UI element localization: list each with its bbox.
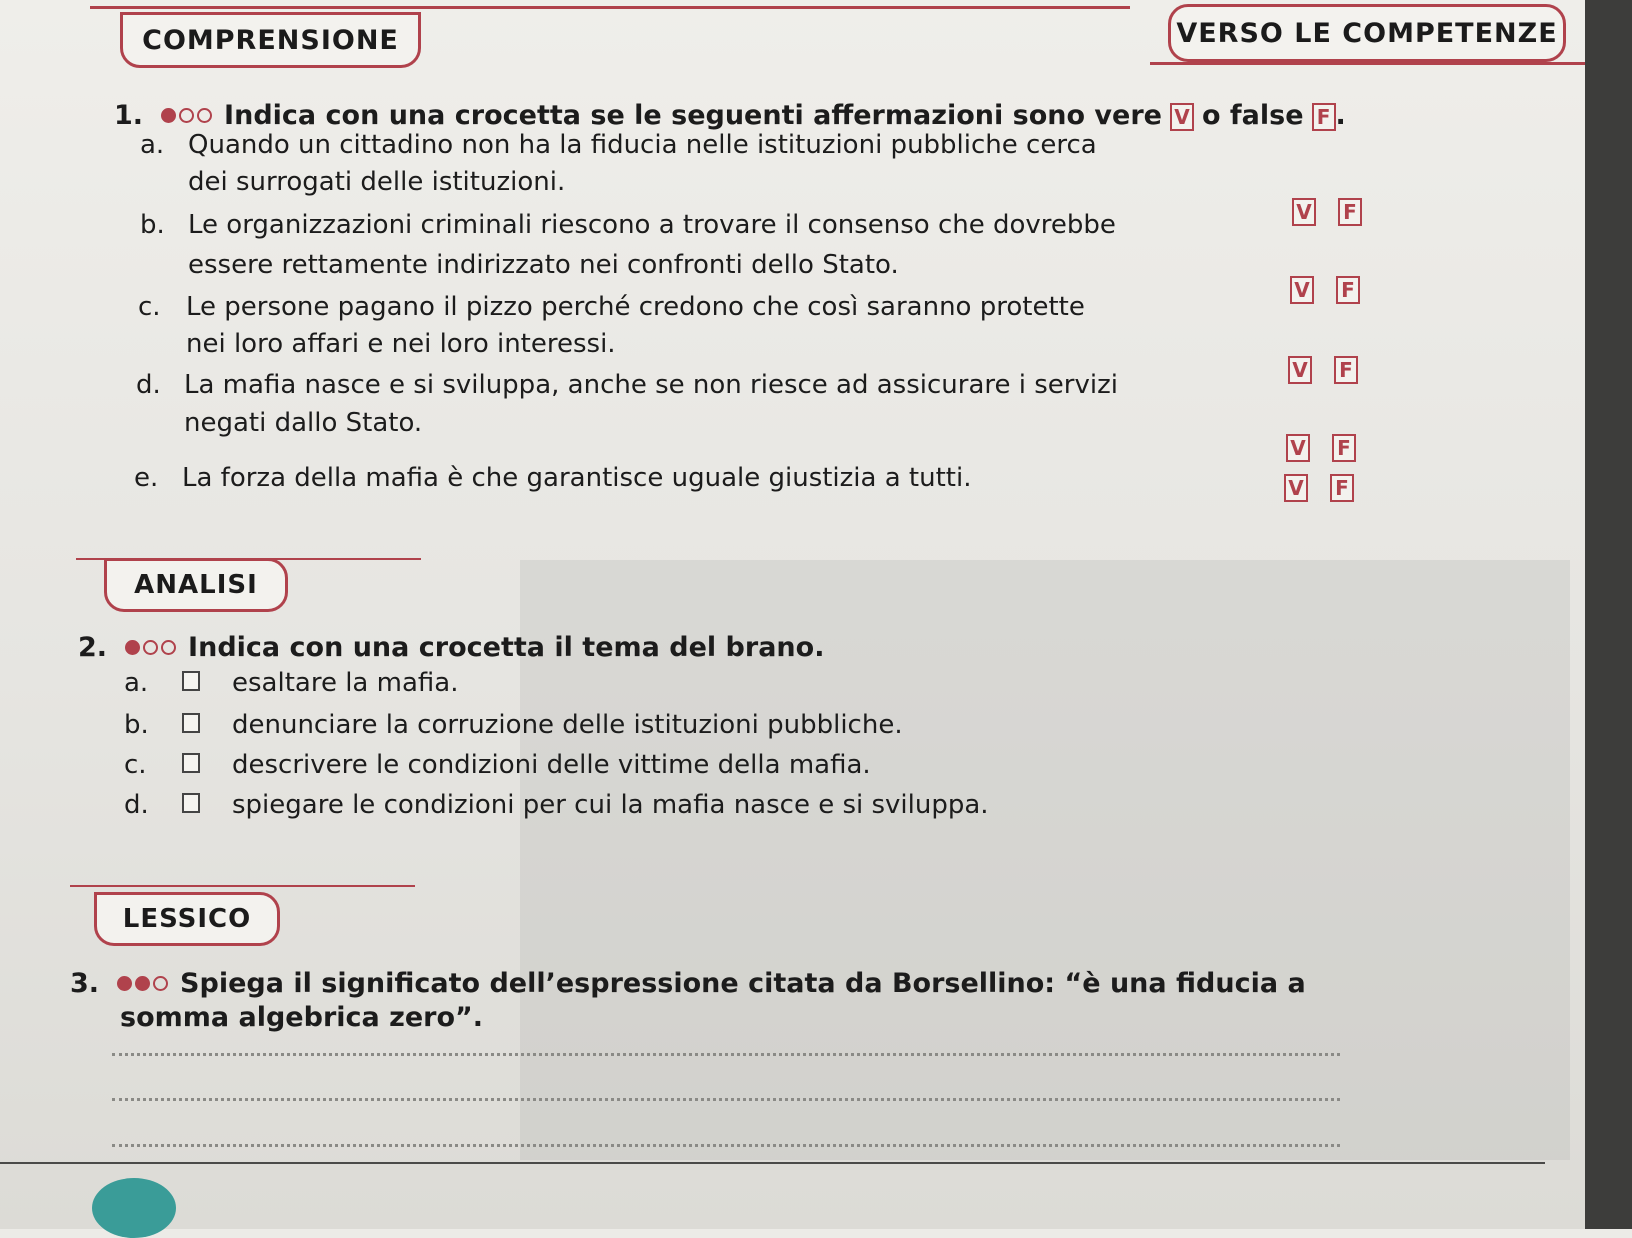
question-text-2: o false [1201, 100, 1304, 131]
option-b: b. denunciare la corruzione delle istituzioni pubbliche. [124, 710, 903, 740]
true-checkbox[interactable]: V [1286, 434, 1310, 462]
statement-c-cont: nei loro affari e nei loro interessi. [186, 329, 616, 359]
page-corner-decoration [92, 1178, 176, 1238]
option-b-checkbox[interactable] [182, 713, 200, 733]
section-badge-lessico: LESSICO [94, 892, 280, 946]
false-checkbox[interactable]: F [1332, 434, 1356, 462]
false-box-legend: F [1312, 103, 1336, 131]
option-d-checkbox[interactable] [182, 793, 200, 813]
vf-checkboxes-e [1284, 474, 1354, 502]
false-checkbox[interactable]: F [1338, 198, 1362, 226]
statement-b: b. Le organizzazioni criminali riescono a trovare il consenso che dovrebbe [140, 210, 1116, 240]
question-number: 2. [78, 632, 108, 663]
page-edge [1585, 0, 1632, 1229]
true-checkbox[interactable]: V [1292, 198, 1316, 226]
option-a: a. esaltare la mafia. [124, 668, 459, 698]
question-text: Spiega il significato dell’espressione citata da Borsellino: “è una fiducia a [180, 968, 1306, 999]
difficulty-dots [161, 108, 212, 123]
false-checkbox[interactable]: F [1330, 474, 1354, 502]
section-badge-competenze: VERSO LE COMPETENZE [1168, 4, 1566, 62]
difficulty-dot-empty-icon [161, 640, 176, 655]
question-2-prompt [78, 632, 824, 663]
question-3-prompt-cont: somma algebrica zero”. [120, 1002, 484, 1033]
statement-e: e. La forza della mafia è che garantisce uguale giustizia a tutti. [134, 463, 972, 493]
difficulty-dot-filled-icon [161, 108, 176, 123]
false-checkbox[interactable]: F [1336, 276, 1360, 304]
page-bottom-rule [0, 1162, 1545, 1164]
difficulty-dot-empty-icon [197, 108, 212, 123]
option-c: c. descrivere le condizioni delle vittime della mafia. [124, 750, 871, 780]
question-text: Indica con una crocetta se le seguenti affermazioni sono vere [224, 100, 1162, 131]
question-1-prompt: 1. Indica con una crocetta se le seguenti affermazioni sono vere V o false F . [114, 100, 1346, 131]
statement-c: c. Le persone pagano il pizzo perché credono che così saranno protette [138, 292, 1085, 322]
vf-checkboxes-a [1292, 198, 1362, 226]
lessico-rule [70, 885, 415, 887]
header-rule-top [90, 6, 1130, 9]
option-d: d. spiegare le condizioni per cui la mafia nasce e si sviluppa. [124, 790, 989, 820]
answer-line-2[interactable] [112, 1098, 1340, 1101]
true-checkbox[interactable]: V [1288, 356, 1312, 384]
option-c-checkbox[interactable] [182, 753, 200, 773]
vf-checkboxes-b [1290, 276, 1360, 304]
answer-line-1[interactable] [112, 1053, 1340, 1056]
difficulty-dots [125, 640, 176, 655]
header-rule-right [1150, 62, 1585, 65]
question-text: Indica con una crocetta il tema del brano. [188, 632, 825, 663]
statement-d: d. La mafia nasce e si sviluppa, anche se non riesce ad assicurare i servizi [136, 370, 1118, 400]
true-checkbox[interactable]: V [1284, 474, 1308, 502]
true-checkbox[interactable]: V [1290, 276, 1314, 304]
false-checkbox[interactable]: F [1334, 356, 1358, 384]
statement-a: a. Quando un cittadino non ha la fiducia nelle istituzioni pubbliche cerca [140, 130, 1097, 160]
true-box-legend: V [1170, 103, 1194, 131]
option-a-checkbox[interactable] [182, 671, 200, 691]
question-3-prompt [70, 968, 1306, 999]
difficulty-dots [117, 976, 168, 991]
section-badge-analisi: ANALISI [104, 558, 288, 612]
difficulty-dot-filled-icon [135, 976, 150, 991]
statement-d-cont: negati dallo Stato. [184, 408, 423, 438]
difficulty-dot-filled-icon [125, 640, 140, 655]
statement-a-cont: dei surrogati delle istituzioni. [188, 167, 566, 197]
difficulty-dot-empty-icon [179, 108, 194, 123]
difficulty-dot-empty-icon [153, 976, 168, 991]
difficulty-dot-empty-icon [143, 640, 158, 655]
answer-line-3[interactable] [112, 1144, 1340, 1147]
question-number: 3. [70, 968, 100, 999]
vf-checkboxes-c [1288, 356, 1358, 384]
vf-checkboxes-d [1286, 434, 1356, 462]
section-badge-comprensione: COMPRENSIONE [120, 12, 421, 68]
question-number: 1. [114, 100, 144, 131]
statement-b-cont: essere rettamente indirizzato nei confronti dello Stato. [188, 250, 899, 280]
difficulty-dot-filled-icon [117, 976, 132, 991]
